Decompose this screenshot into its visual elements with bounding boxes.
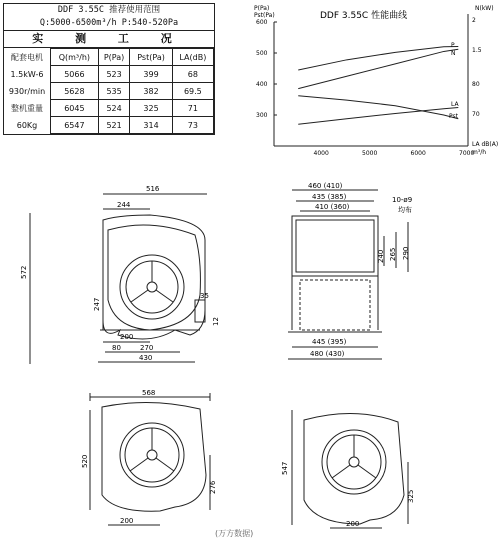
y-tick-label: 600 [256, 19, 268, 26]
spec-table [3, 3, 215, 135]
series-line-la [298, 108, 458, 125]
table-cell: 524 [98, 100, 130, 117]
y-tick-label: 300 [256, 112, 268, 119]
table-row [4, 100, 214, 117]
table-cell: 314 [130, 117, 172, 134]
side-inlet [296, 220, 374, 272]
dim-label-12: 12 [212, 317, 220, 326]
side-housing [292, 216, 378, 276]
wheel-spoke [332, 465, 350, 478]
dim-label-435: 435 (385) [312, 193, 347, 201]
dim-label-200: 200 [346, 520, 360, 528]
table-cell: 73 [172, 117, 213, 134]
right-tick-label: 70 [472, 111, 480, 118]
spec-range: Q:5000-6500m³/h P:540-520Pa [39, 18, 179, 28]
series-line-p [298, 46, 458, 70]
x-tick-label: 6000 [410, 150, 426, 157]
dim-label-244: 244 [117, 201, 131, 209]
table-row [4, 66, 214, 83]
outlet-flange [195, 300, 205, 322]
dim-label-270: 270 [140, 344, 154, 352]
dim-label-276: 276 [209, 480, 217, 494]
left-axis-label-p: P(Pa) [254, 5, 270, 12]
side-label: 配套电机 [4, 49, 51, 66]
table-cell: 325 [130, 100, 172, 117]
dim-label-516: 516 [146, 185, 160, 193]
dim-label-430: 430 [139, 354, 153, 362]
table-cell: 399 [130, 66, 172, 83]
y-tick-label: 500 [256, 50, 268, 57]
right-tick-label: 2 [472, 17, 476, 24]
x-tick-label: 7000 [459, 150, 475, 157]
dim-label-520: 520 [81, 454, 89, 468]
dim-label-547: 547 [281, 461, 289, 475]
side-label: 1.5kW-6 [4, 66, 51, 83]
front-view-bottom-left [0, 385, 250, 535]
column-header: LA(dB) [172, 49, 213, 66]
dim-label-80: 80 [112, 344, 121, 352]
spec-title: DDF 3.55C 推荐使用范围 [57, 5, 161, 15]
wheel-spoke [156, 458, 174, 471]
dim-label-410: 410 (360) [315, 203, 350, 211]
table-cell: 523 [98, 66, 130, 83]
dim-label-325: 325 [407, 489, 415, 503]
spec-section-header: 实 测 工 况 [4, 30, 214, 48]
chart-curves [298, 46, 458, 124]
footer-watermark: (万方数据) [215, 529, 254, 538]
housing-outline [102, 402, 206, 511]
table-cell: 521 [98, 117, 130, 134]
wheel-spoke [130, 458, 148, 471]
dim-label-247: 247 [93, 297, 101, 311]
table-cell: 71 [172, 100, 213, 117]
dim-label-572: 572 [20, 265, 28, 279]
table-cell: 5066 [51, 66, 99, 83]
side-label: 整机重量 [4, 100, 51, 117]
left-axis-label-pst: Pst(Pa) [254, 12, 275, 19]
column-header: Q(m³/h) [51, 49, 99, 66]
table-cell: 69.5 [172, 83, 213, 100]
right-axis-label-n: N(kW) [475, 5, 494, 12]
dim-label-460: 460 (410) [308, 182, 343, 190]
wheel-spoke [358, 465, 376, 478]
right-tick-label: 80 [472, 81, 480, 88]
table-cell: 6045 [51, 100, 99, 117]
y-tick-label: 400 [256, 81, 268, 88]
x-axis-unit: m³/h [472, 149, 487, 156]
dim-label-240: 240 [377, 249, 385, 263]
curve-label-pst: Pst [449, 113, 458, 120]
holes-label: 10-ø9 [392, 196, 413, 204]
dim-label-290: 290 [402, 246, 410, 260]
curve-label-n: N [451, 50, 456, 57]
column-header: Pst(Pa) [130, 49, 172, 66]
wheel-hub [147, 282, 157, 292]
performance-table [4, 48, 214, 134]
chart-title: DDF 3.55C 性能曲线 [320, 11, 408, 21]
table-row [4, 117, 214, 134]
dim-label-35: 35 [200, 292, 209, 300]
table-cell: 68 [172, 66, 213, 83]
wheel-spoke [156, 290, 173, 302]
wheel-hub [147, 450, 157, 460]
table-header-row [4, 49, 214, 66]
x-tick-label: 4000 [313, 150, 329, 157]
table-cell: 5628 [51, 83, 99, 100]
holes-note: 均布 [398, 206, 412, 214]
side-label: 930r/min [4, 83, 51, 100]
right-axis-label-la: LA dB(A) [472, 141, 499, 148]
dim-label-200: 200 [120, 517, 134, 525]
curve-label-p: P [451, 42, 455, 49]
side-label: 60Kg [4, 117, 51, 134]
dim-label-265: 265 [389, 247, 397, 261]
table-cell: 535 [98, 83, 130, 100]
side-view [270, 180, 500, 370]
wheel-hub [349, 457, 359, 467]
table-cell: 6547 [51, 117, 99, 134]
column-header: P(Pa) [98, 49, 130, 66]
wheel-spoke [131, 290, 148, 302]
x-tick-label: 5000 [362, 150, 378, 157]
dim-label-480: 480 (430) [310, 350, 345, 358]
axis-ticks [256, 17, 482, 157]
table-cell: 382 [130, 83, 172, 100]
right-tick-label: 1.5 [472, 47, 482, 54]
front-view-top [0, 180, 250, 370]
dim-label-568: 568 [142, 389, 156, 397]
performance-chart [250, 0, 500, 160]
table-row [4, 83, 214, 100]
motor-outline [300, 280, 370, 330]
dim-label-200: 200 [120, 333, 134, 341]
curve-label-la: LA [451, 101, 459, 108]
front-view-bottom-right [270, 400, 500, 540]
dim-label-445: 445 (395) [312, 338, 347, 346]
